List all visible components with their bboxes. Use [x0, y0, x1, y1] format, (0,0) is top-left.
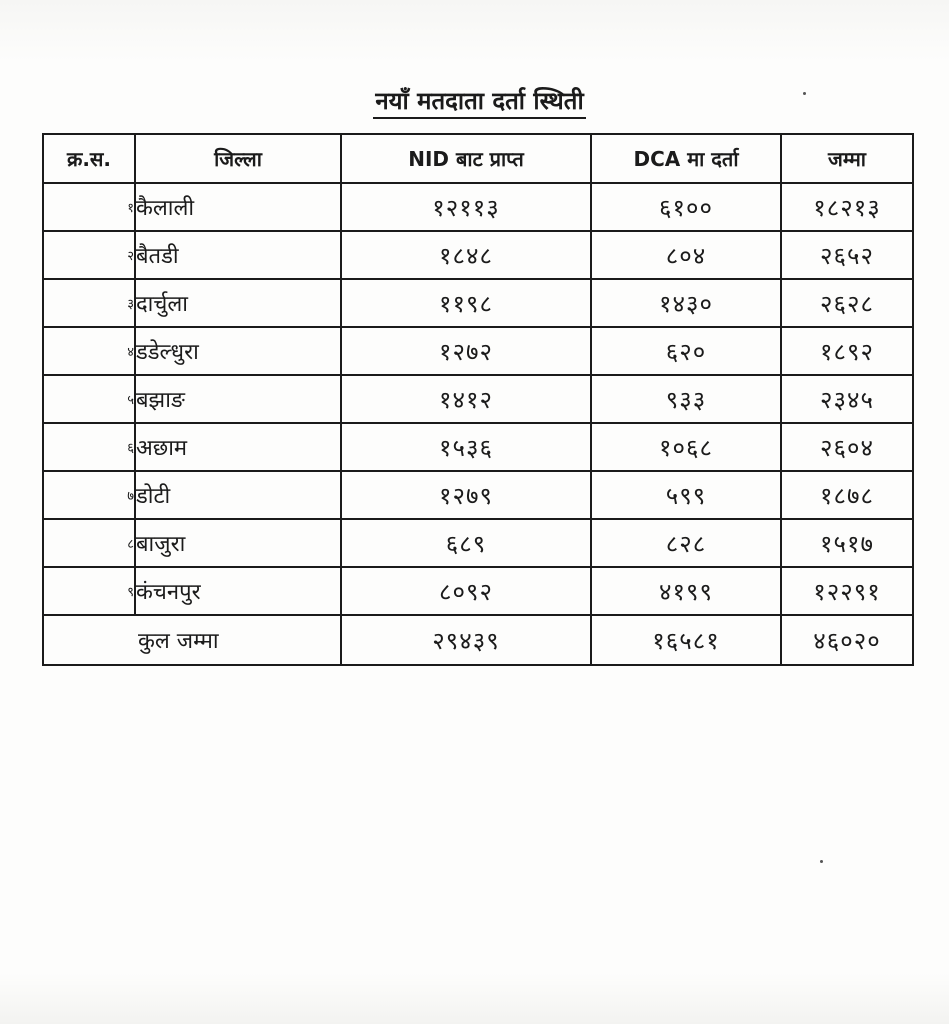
speck-mark — [803, 92, 806, 95]
row-district: कैलाली — [135, 183, 341, 231]
table-row — [43, 423, 913, 471]
row-total-count: २३४५ — [781, 375, 913, 423]
header-nid-received: NID बाट प्राप्त — [341, 134, 591, 183]
row-dca-count: १०६८ — [591, 423, 781, 471]
row-serial-number: ५ — [43, 375, 135, 423]
header-district: जिल्ला — [135, 134, 341, 183]
speck-mark — [820, 860, 823, 863]
row-total-count: १८७८ — [781, 471, 913, 519]
table-row — [43, 471, 913, 519]
row-nid-count: ११९८ — [341, 279, 591, 327]
grand-total-label: कुल जम्मा — [43, 615, 341, 665]
row-serial-number: १ — [43, 183, 135, 231]
row-serial-number: ३ — [43, 279, 135, 327]
row-total-count: २६०४ — [781, 423, 913, 471]
table-row — [43, 327, 913, 375]
row-dca-count: ६१०० — [591, 183, 781, 231]
row-district: अछाम — [135, 423, 341, 471]
row-dca-count: ९३३ — [591, 375, 781, 423]
row-district: बाजुरा — [135, 519, 341, 567]
row-district: बझाङ — [135, 375, 341, 423]
row-district: डोटी — [135, 471, 341, 519]
header-dca-registered: DCA मा दर्ता — [591, 134, 781, 183]
row-district: बैतडी — [135, 231, 341, 279]
row-nid-count: १२७२ — [341, 327, 591, 375]
row-dca-count: ४१९९ — [591, 567, 781, 615]
table-row — [43, 567, 913, 615]
table-row — [43, 279, 913, 327]
grand-total-sum: ४६०२० — [781, 615, 913, 665]
document-title: नयाँ मतदाता दर्ता स्थिती — [373, 86, 585, 119]
row-nid-count: ६८९ — [341, 519, 591, 567]
row-nid-count: १८४८ — [341, 231, 591, 279]
row-district: कंचनपुर — [135, 567, 341, 615]
row-total-count: १८२१३ — [781, 183, 913, 231]
table-header-row — [43, 134, 913, 183]
row-dca-count: ६२० — [591, 327, 781, 375]
row-serial-number: ४ — [43, 327, 135, 375]
table-row — [43, 519, 913, 567]
row-total-count: २६५२ — [781, 231, 913, 279]
header-serial-number: क्र.स. — [43, 134, 135, 183]
row-dca-count: १४३० — [591, 279, 781, 327]
grand-total-row — [43, 615, 913, 665]
row-total-count: १२२९१ — [781, 567, 913, 615]
row-total-count: २६२८ — [781, 279, 913, 327]
row-total-count: १८९२ — [781, 327, 913, 375]
table-row — [43, 375, 913, 423]
table-row — [43, 231, 913, 279]
row-nid-count: १२७९ — [341, 471, 591, 519]
header-total: जम्मा — [781, 134, 913, 183]
row-nid-count: १४१२ — [341, 375, 591, 423]
table-row — [43, 183, 913, 231]
document-title-wrapper — [0, 86, 949, 119]
row-nid-count: १२११३ — [341, 183, 591, 231]
row-serial-number: ७ — [43, 471, 135, 519]
row-serial-number: २ — [43, 231, 135, 279]
row-dca-count: ५९९ — [591, 471, 781, 519]
row-total-count: १५१७ — [781, 519, 913, 567]
row-nid-count: ८०९२ — [341, 567, 591, 615]
row-district: दार्चुला — [135, 279, 341, 327]
row-serial-number: ८ — [43, 519, 135, 567]
row-dca-count: ८२८ — [591, 519, 781, 567]
grand-total-dca: १६५८१ — [591, 615, 781, 665]
row-serial-number: ६ — [43, 423, 135, 471]
row-serial-number: ९ — [43, 567, 135, 615]
voter-registration-table — [42, 133, 914, 666]
row-district: डडेल्धुरा — [135, 327, 341, 375]
row-nid-count: १५३६ — [341, 423, 591, 471]
row-dca-count: ८०४ — [591, 231, 781, 279]
grand-total-nid: २९४३९ — [341, 615, 591, 665]
